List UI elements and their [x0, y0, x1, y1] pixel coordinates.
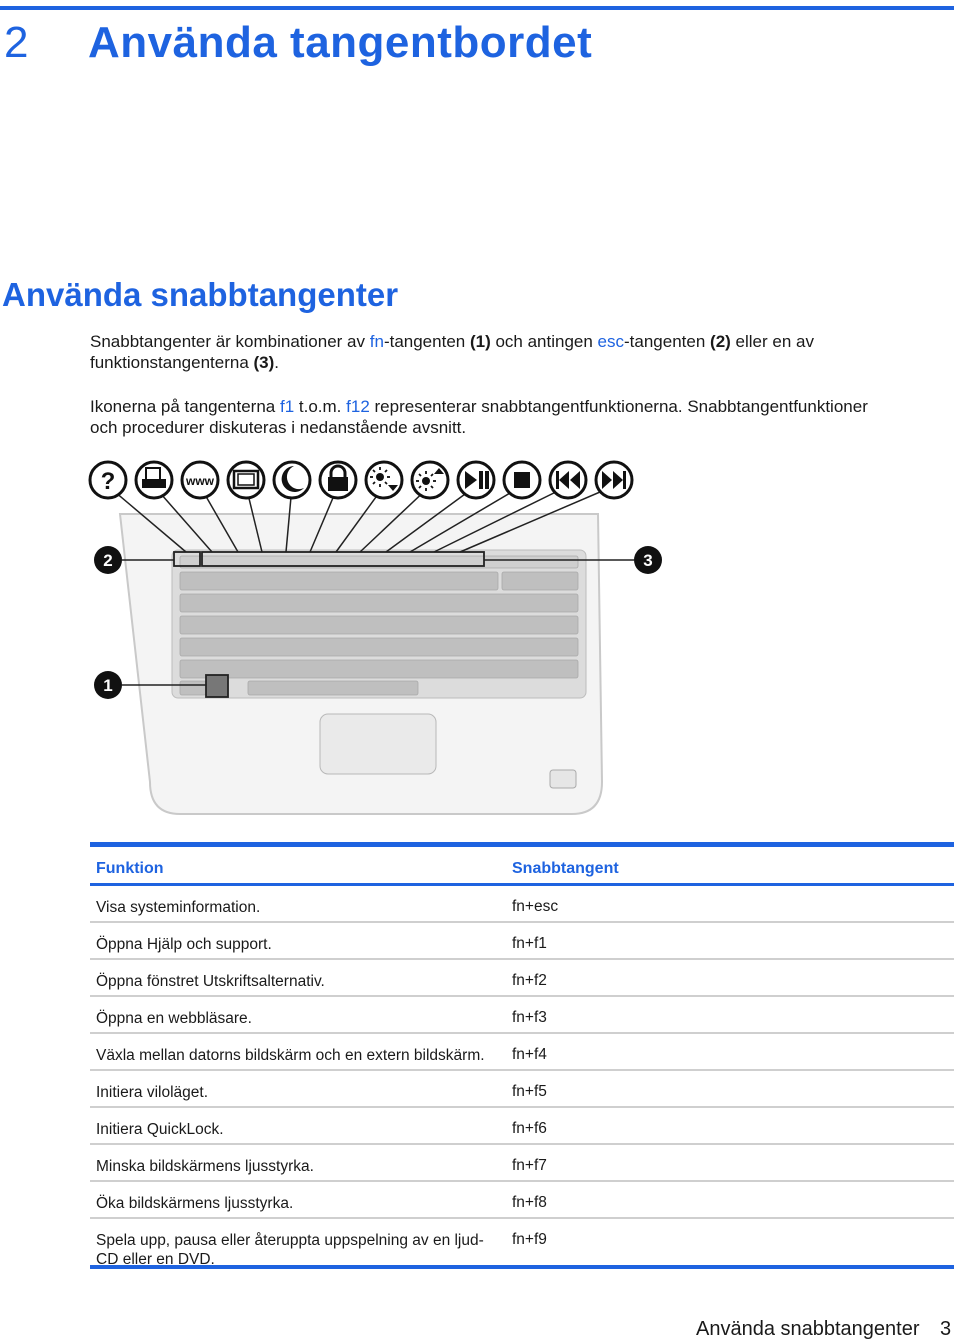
- row-hotkey: fn+esc: [512, 898, 559, 915]
- keyboard-figure: [88, 452, 668, 824]
- row-hotkey: fn+f9: [512, 1231, 547, 1248]
- table-row: [90, 1219, 954, 1269]
- table-row: [90, 1071, 954, 1108]
- row-hotkey: fn+f4: [512, 1046, 547, 1063]
- sleep-moon-icon: [274, 462, 310, 498]
- chapter-number: 2: [4, 18, 29, 67]
- callout-2: [94, 546, 122, 574]
- table-row: [90, 923, 954, 960]
- intro-paragraph-1: Snabbtangenter är kombinationer av fn-tangenten (1) och antingen esc-tangenten (2) eller en av funktionstangenterna (3).: [90, 332, 814, 372]
- footer-section-title: Använda snabbtangenter: [696, 1318, 920, 1340]
- table-row: [90, 997, 954, 1034]
- next-track-icon: [596, 462, 632, 498]
- table-row: [90, 1108, 954, 1145]
- row-function: Öppna en webbläsare.: [96, 1010, 252, 1027]
- row-hotkey: fn+f3: [512, 1009, 547, 1026]
- table-row: [90, 1034, 954, 1071]
- svg-text:2: 2: [103, 551, 113, 570]
- row-hotkey: fn+f6: [512, 1120, 547, 1137]
- row-function: Minska bildskärmens ljusstyrka.: [96, 1158, 314, 1175]
- print-icon: [136, 462, 172, 498]
- section-title: Använda snabbtangenter: [2, 276, 399, 313]
- row-function: Visa systeminformation.: [96, 899, 261, 916]
- www-icon: [182, 462, 218, 498]
- play-pause-icon: [458, 462, 494, 498]
- page-number: 3: [940, 1318, 952, 1340]
- row-function: Öppna Hjälp och support.: [96, 936, 272, 953]
- lock-icon: [320, 462, 356, 498]
- table-header: [90, 847, 954, 886]
- row-hotkey: fn+f5: [512, 1083, 547, 1100]
- svg-text:www: www: [185, 474, 215, 488]
- row-hotkey: fn+f7: [512, 1157, 547, 1174]
- previous-track-icon: [550, 462, 586, 498]
- header-hotkey: Snabbtangent: [512, 860, 619, 877]
- help-icon: [90, 462, 126, 498]
- svg-text:1: 1: [103, 676, 113, 695]
- table-row: [90, 886, 954, 923]
- row-hotkey: fn+f2: [512, 972, 547, 989]
- callout-1: [94, 671, 122, 699]
- intro-paragraph-2: Ikonerna på tangenterna f1 t.o.m. f12 representerar snabbtangentfunktionerna. Snabbtangentfunktioner och procedurer diskuteras i nedanstående avsnitt.: [90, 397, 868, 437]
- row-function: Öka bildskärmens ljusstyrka.: [96, 1195, 294, 1212]
- chapter-rule: [0, 6, 954, 10]
- brightness-down-icon: [366, 462, 402, 498]
- row-function: Öppna fönstret Utskriftsalternativ.: [96, 973, 325, 990]
- table-row: [90, 1145, 954, 1182]
- row-function: Initiera QuickLock.: [96, 1121, 224, 1138]
- table-row: [90, 1182, 954, 1219]
- hotkey-table: [90, 842, 954, 1269]
- row-function: Initiera viloläget.: [96, 1084, 209, 1101]
- row-hotkey: fn+f1: [512, 935, 547, 952]
- fn-key-highlight: [206, 675, 228, 697]
- brightness-up-icon: [412, 462, 448, 498]
- svg-text:3: 3: [643, 551, 653, 570]
- keyboard-keys: [180, 556, 578, 695]
- row-hotkey: fn+f8: [512, 1194, 547, 1211]
- row-function: Spela upp, pausa eller återuppta uppspelning av en ljud-CD eller en DVD.: [96, 1232, 484, 1268]
- display-switch-icon: [228, 462, 264, 498]
- touchpad: [320, 714, 436, 774]
- table-row: [90, 960, 954, 997]
- header-function: Funktion: [96, 860, 164, 877]
- svg-text:?: ?: [100, 468, 116, 495]
- callout-3: [634, 546, 662, 574]
- row-function: Växla mellan datorns bildskärm och en extern bildskärm.: [96, 1047, 485, 1064]
- chapter-title: Använda tangentbordet: [88, 18, 593, 67]
- stop-icon: [504, 462, 540, 498]
